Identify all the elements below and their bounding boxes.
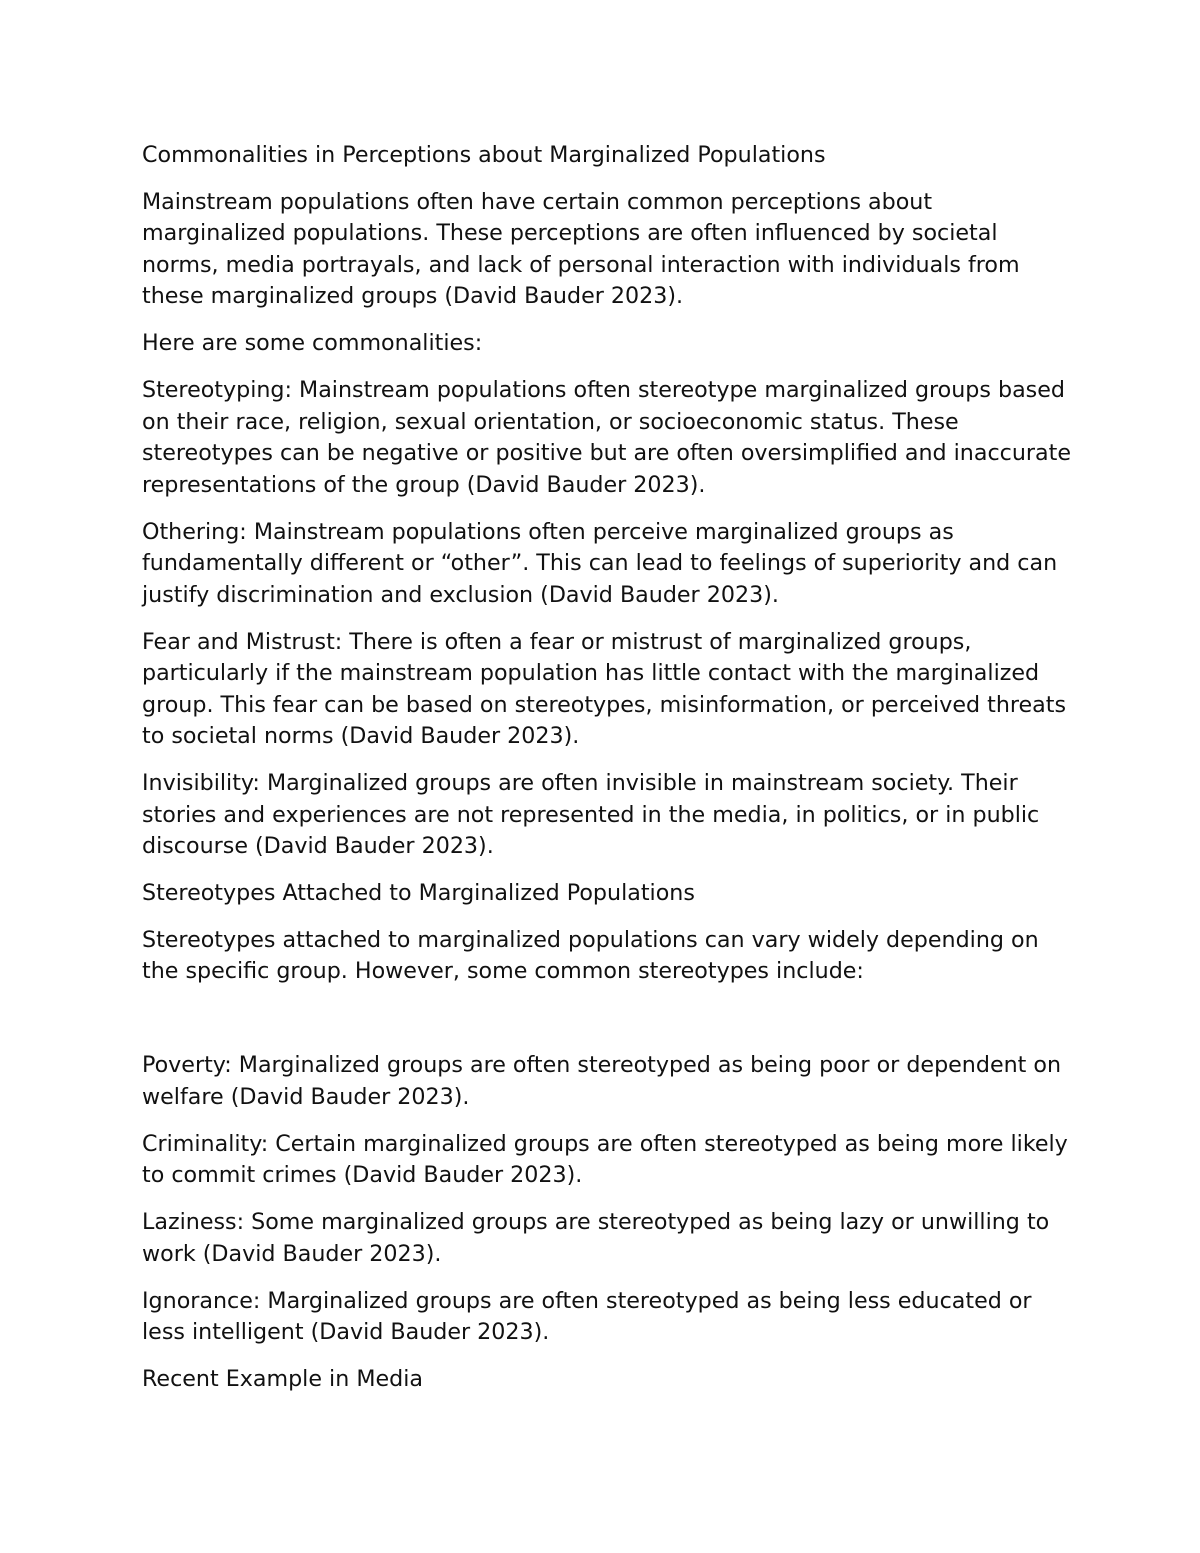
heading-recent-example: Recent Example in Media: [142, 1366, 423, 1392]
commonality-invisibility: Invisibility: Marginalized groups are often invisible in mainstream society. Their stories and experiences are not represented in the media, in politics, or in public discourse (David Bauder 2023).: [142, 770, 1040, 859]
stereotype-poverty: Poverty: Marginalized groups are often stereotyped as being poor or dependent on welfare (David Bauder 2023).: [142, 1052, 1062, 1110]
blank-line: [142, 1003, 1072, 1050]
stereotypes-intro: Stereotypes attached to marginalized populations can vary widely depending on the specific group. However, some common stereotypes include:: [142, 926, 1039, 984]
stereotype-laziness: Laziness: Some marginalized groups are stereotyped as being lazy or unwilling to work (David Bauder 2023).: [142, 1209, 1050, 1267]
heading-commonalities: Commonalities in Perceptions about Marginalized Populations: [142, 142, 826, 168]
intro-paragraph: Mainstream populations often have certain common perceptions about marginalized populations. These perceptions are often influenced by societal norms, media portrayals, and lack of personal interaction with individuals from these marginalized groups (David Bauder 2023).: [142, 188, 1020, 309]
commonality-fear-mistrust: Fear and Mistrust: There is often a fear or mistrust of marginalized groups, particularly if the mainstream population has little contact with the marginalized group. This fear can be based on stereotypes, misinformation, or perceived threats to societal norms (David Bauder 2023).: [142, 628, 1067, 749]
heading-stereotypes: Stereotypes Attached to Marginalized Populations: [142, 880, 695, 906]
document-page: [142, 140, 1072, 1411]
commonality-stereotyping: Stereotyping: Mainstream populations often stereotype marginalized groups based on their race, religion, sexual orientation, or socioeconomic status. These stereotypes can be negative or positive but are often oversimplified and inaccurate representations of the group (David Bauder 2023).: [142, 377, 1071, 498]
stereotype-criminality: Criminality: Certain marginalized groups are often stereotyped as being more likely to commit crimes (David Bauder 2023).: [142, 1130, 1068, 1188]
commonality-othering: Othering: Mainstream populations often perceive marginalized groups as fundamentally different or “other”. This can lead to feelings of superiority and can justify discrimination and exclusion (David Bauder 2023).: [142, 518, 1058, 608]
commonalities-lead: Here are some commonalities:: [142, 330, 483, 356]
stereotype-ignorance: Ignorance: Marginalized groups are often stereotyped as being less educated or less intelligent (David Bauder 2023).: [142, 1287, 1032, 1345]
